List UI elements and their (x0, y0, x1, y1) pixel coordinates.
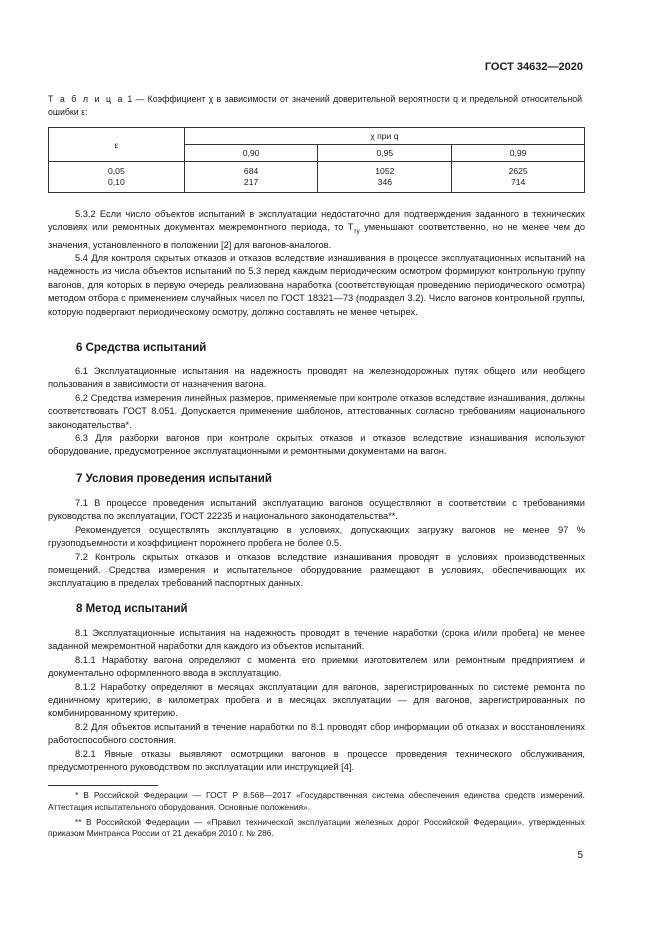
section6-paragraphs (48, 365, 585, 459)
section7-heading: 7 Условия проведения испытаний (76, 473, 272, 485)
table-header-q: 0,95 (318, 145, 452, 162)
table-cell-epsilon (49, 162, 185, 193)
footnotes (48, 790, 585, 840)
paragraph-6-2: 6.2 Средства измерения линейных размеров, применяемые при контроле отказов вследствие изнашивания, должны соответствовать ГОСТ 8.051. Допускается применение шаблонов, аттестованных согласно требованиям национального законодательства*. (48, 392, 585, 430)
table-value: 217 (243, 177, 259, 187)
table-cell-q095 (318, 162, 452, 193)
paragraph-7-1: 7.1 В процессе проведения испытаний эксплуатацию вагонов осуществляют в соответствии с требованиями руководства по эксплуатации, ГОСТ 22235 и национального законодательства**. (48, 498, 585, 522)
footnote-divider (48, 785, 158, 786)
paragraph-7-2: 7.2 Контроль скрытых отказов и отказов вследствие изнашивания проводят в условиях производственных помещений. Средства измерения и испытательное оборудование размещают в условиях, обеспечивающих их эксплуатацию в пределах требований паспортных данных. (48, 551, 585, 589)
document-id: ГОСТ 34632—2020 (484, 61, 583, 73)
paragraph-7-1-note: Рекомендуется осуществлять эксплуатацию в условиях, допускающих загрузку вагонов не менее 97 % грузоподъемности и коэффициент порожнего пробега не более 0.5. (48, 524, 585, 549)
footnote-1: * В Российской Федерации — ГОСТ Р 8.568—2017 «Государственная система обеспечения единства средств измерений. Аттестация испытательного оборудования. Основные положения». (48, 790, 585, 812)
paragraph-8-1-2: 8.1.2 Наработку определяют в месяцах эксплуатации для вагонов, зарегистрированных по системе ремонта по единичному критерию, в километрах пробега и в месяцах эксплуатации — для вагонов, зарегистрированных по комбинированному критерию. (48, 681, 585, 719)
table-cell-q099 (452, 162, 585, 193)
coefficient-table (48, 127, 585, 193)
section8-heading: 8 Метод испытаний (76, 603, 188, 615)
paragraph-6-3: 6.3 Для разборки вагонов при контроле скрытых отказов и отказов вследствие изнашивания используют оборудование, предусмотренное эксплуатационными и ремонтными документами на вагон. (48, 433, 585, 457)
section6-heading: 6 Средства испытаний (76, 342, 207, 354)
table-header-chi: χ при q (184, 128, 584, 145)
table-caption-text: 1 — Коэффициент χ в зависимости от значений доверительной вероятности q и предельной относительной ошибки ε: (48, 94, 583, 117)
section8-paragraphs (48, 627, 585, 774)
paragraph-6-1: 6.1 Эксплуатационные испытания на надежность проводят на железнодорожных путях общего или необщего пользования в зависимости от назначения вагона. (48, 366, 585, 390)
table-value: 346 (377, 177, 393, 187)
section5-paragraphs (48, 208, 585, 319)
table-caption-lead: Т а б л и ц а (48, 94, 125, 104)
table-value: 714 (510, 177, 526, 187)
table-value: 2625 (508, 166, 528, 176)
table-caption (48, 93, 582, 118)
paragraph-8-2: 8.2 Для объектов испытаний в течение наработки по 8.1 проводят сбор информации об отказах и восстановлениях работоспособного состояния. (48, 721, 585, 746)
table-row (49, 162, 585, 193)
paragraph-8-2-1: 8.2.1 Явные отказы выявляют осмотрщики вагонов в процессе проведения технического обслуживания, предусмотренного руководством по эксплуатации или инструкцией [4]. (48, 748, 585, 773)
table-header-epsilon: ε (49, 128, 185, 162)
table-header-q: 0,99 (452, 145, 585, 162)
table-value: 684 (243, 166, 259, 176)
footnote-2: ** В Российской Федерации — «Правил технической эксплуатации железных дорог Российской Федерации», утвержденных приказом Минтранса России от 21 декабря 2010 г. № 286. (48, 816, 585, 839)
paragraph-5-3-2: 5.3.2 Если число объектов испытаний в эксплуатации недостаточно для подтверждения заданного в технических условиях или ремонтных документах межремонтного периода, то $T_{ту}$ уменьшают соответственно, но не менее чем до значения, установленного в положении [2] для вагонов-аналогов. (48, 209, 585, 250)
page-number: 5 (577, 850, 583, 861)
table-value: 0,05 (108, 166, 125, 176)
table-value: 1052 (375, 166, 395, 176)
section7-paragraphs (48, 497, 585, 591)
paragraph-5-4: 5.4 Для контроля скрытых отказов и отказов вследствие изнашивания в процессе эксплуатационных испытаний на надежность из числа объектов испытаний по 5.3 перед каждым периодическим осмотром формируют контрольную группу вагонов, для которых в первую очередь реализована наработка (соответствующая проведению периодического осмотра) методом отбора с применением случайных чисел по ГОСТ 18321—73 (подраздел 3.2). Число вагонов контрольной группы, которую подвергают периодическому осмотру, должно составлять не менее четырех. (48, 253, 585, 317)
paragraph-8-1-1: 8.1.1 Наработку вагона определяют с момента его приемки изготовителем или ремонтным предприятием и документально оформленного ввода в эксплуатацию. (48, 654, 585, 679)
table-value: 0,10 (108, 177, 125, 187)
table-cell-q090 (184, 162, 318, 193)
paragraph-8-1: 8.1 Эксплуатационные испытания на надежность проводят в течение наработки (срока и/или пробега) не менее заданной межремонтной наработки для каждого из объектов испытаний. (48, 628, 585, 652)
table-header-q: 0,90 (184, 145, 318, 162)
